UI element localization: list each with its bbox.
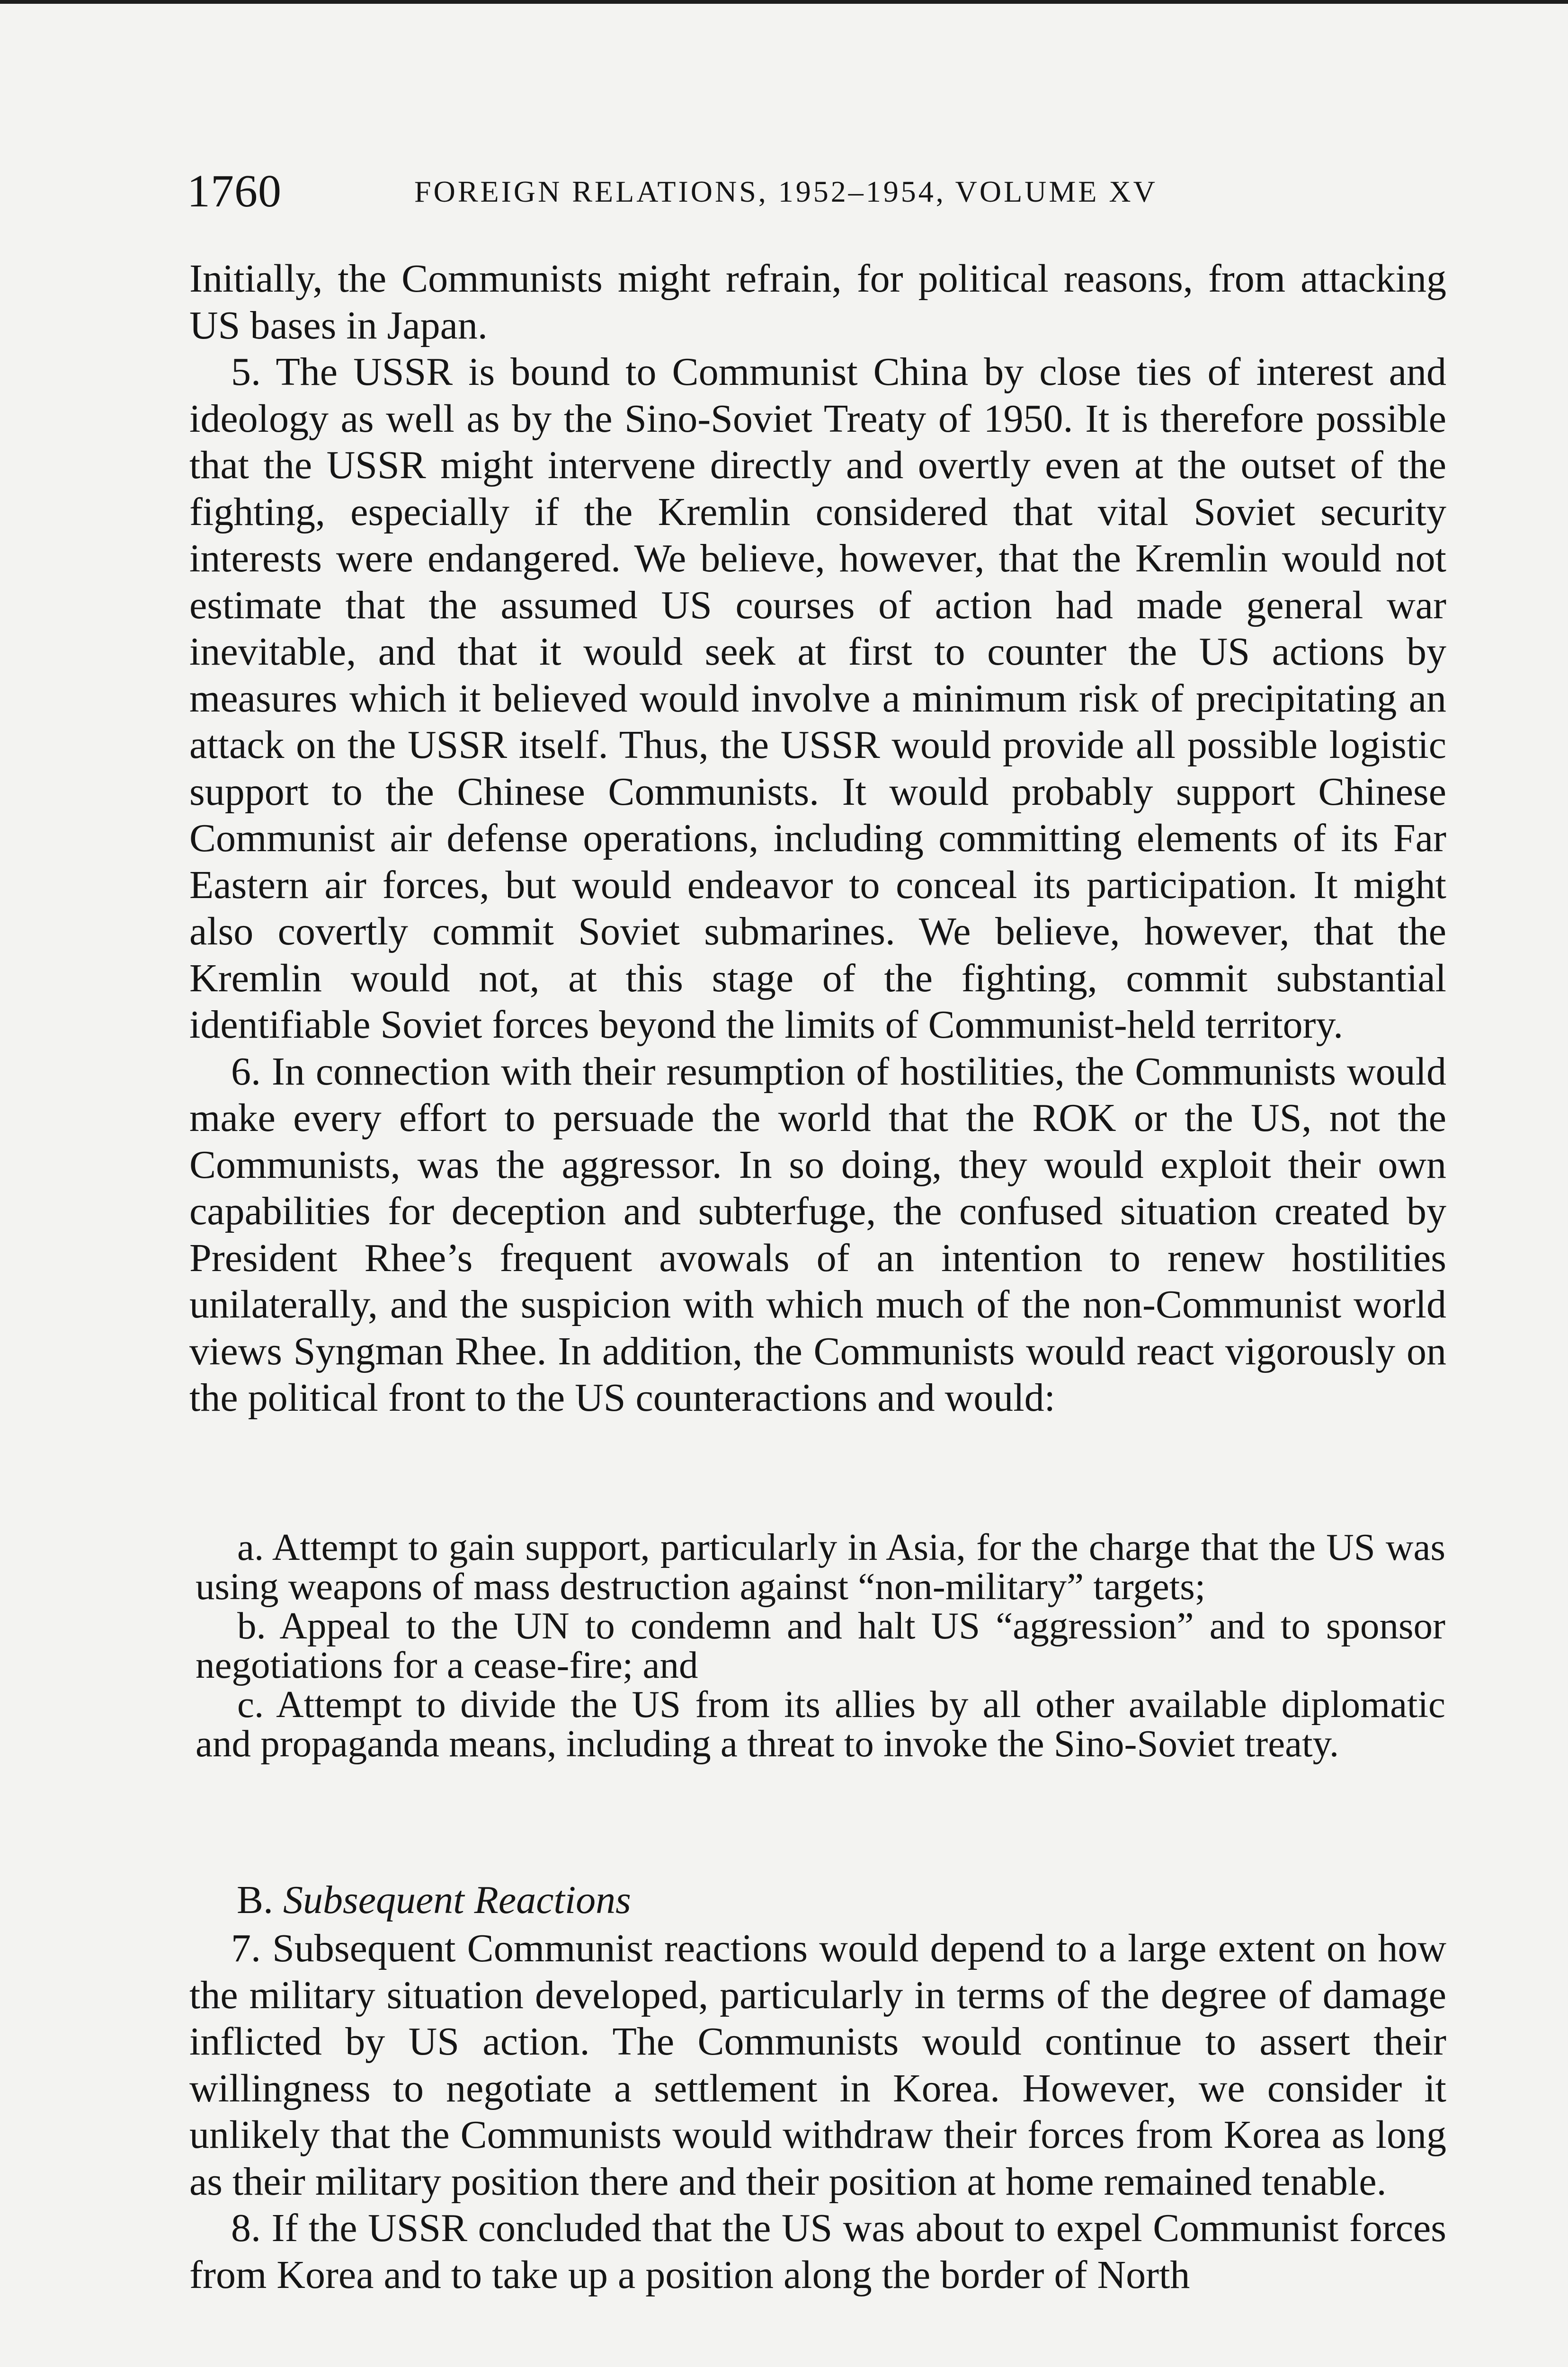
paragraph-1: Initially, the Communists might refrain, for political reasons, from attacking US bases in Japan.: [189, 257, 1446, 347]
subitem-a: a. Attempt to gain support, particularly in Asia, for the charge that the US was using weapons of mass destruction against “non-military” targets;: [196, 1526, 1445, 1608]
paragraph-8: 8. If the USSR concluded that the US was about to expel Communist forces from Korea and to take up a position along the border of North: [189, 2206, 1446, 2297]
paragraph-7: 7. Subsequent Communist reactions would depend to a large extent on how the military situation developed, particularly in terms of the degree of damage inflicted by US action. The Communists would continue to assert their willingness to negotiate a settlement in Korea. However, we consider it unlikely that the Communists would withdraw their forces from Korea as long as their military position there and their position at home remained tenable.: [189, 1926, 1446, 2204]
page-number: 1760: [187, 166, 282, 217]
paragraph-5: 5. The USSR is bound to Communist China by close ties of interest and ideology as well as by the Sino-Soviet Treaty of 1950. It is therefore possible that the USSR might intervene directly and overtly even at the outset of the fighting, especially if the Kremlin considered that vital Soviet security interests were endangered. We believe, however, that the Kremlin would not estimate that the assumed US courses of action had made general war inevitable, and that it would seek at first to counter the US actions by measures which it believed would involve a minimum risk of precipitating an attack on the USSR itself. Thus, the USSR would provide all possible logistic support to the Chinese Communists. It would probably support Chinese Communist air defense operations, including committing elements of its Far Eastern air forces, but would endeavor to conceal its participation. It might also covertly commit Soviet submarines. We believe, however, that the Kremlin would not, at this stage of the fighting, commit substantial identifiable Soviet forces beyond the limits of Communist-held territory.: [189, 350, 1446, 1047]
subitems-list: [196, 1528, 1445, 1763]
section-letter: B.: [237, 1878, 274, 1922]
subitem-b: b. Appeal to the UN to condemn and halt US “aggression” and to sponsor negotiations for a cease-fire; and: [196, 1604, 1445, 1686]
subitem-c: c. Attempt to divide the US from its allies by all other available diplomatic and propaganda means, including a threat to invoke the Sino-Soviet treaty.: [196, 1683, 1445, 1765]
continued-text-block: [189, 1925, 1446, 2298]
running-head: [187, 168, 1465, 225]
section-heading: [237, 1880, 631, 1920]
paragraph-6: 6. In connection with their resumption of hostilities, the Communists would make every effort to persuade the world that the ROK or the US, not the Communists, was the aggressor. In so doing, they would exploit their own capabilities for deception and subterfuge, the confused situation created by President Rhee’s frequent avowals of an intention to renew hostilities unilaterally, and the suspicion with which much of the non-Communist world views Syngman Rhee. In addition, the Communists would react vigorously on the political front to the US counteractions and would:: [189, 1049, 1446, 1420]
main-text-block: [189, 256, 1446, 1422]
journal-title: FOREIGN RELATIONS, 1952–1954, VOLUME XV: [414, 175, 1158, 208]
section-title: Subsequent Reactions: [283, 1878, 631, 1922]
